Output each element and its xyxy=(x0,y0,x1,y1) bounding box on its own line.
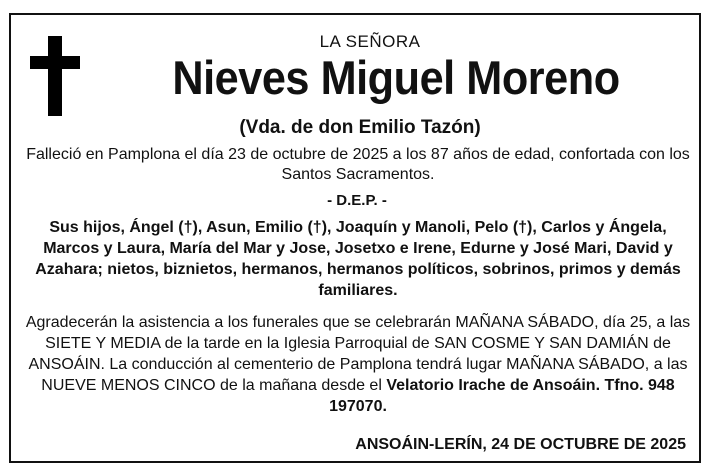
place-date: ANSOÁIN-LERÍN, 24 DE OCTUBRE DE 2025 xyxy=(355,436,686,453)
funeral-details xyxy=(22,312,694,417)
rip-label: - D.E.P. - xyxy=(327,192,387,209)
funeral-bold-text: Velatorio Irache de Ansoáin. Tfno. 948 197070. xyxy=(329,377,675,415)
death-announcement: Falleció en Pamplona el día 23 de octubre de 2025 a los 87 años de edad, confortada con los Santos Sacramentos. xyxy=(26,146,690,183)
funeral-text: Agradecerán la asistencia a los funerales que se celebrarán MAÑANA SÁBADO, día 25, a las SIETE Y MEDIA de la tarde en la Iglesia Parroquial de SAN COSME Y SAN DAMIÁN de ANSOÁIN. La conducción al cementerio de Pamplona tendrá lugar MAÑANA SÁBADO, a las NUEVE MENOS CINCO de la mañana desde el xyxy=(25,314,691,394)
deceased-name: Nieves Miguel Moreno xyxy=(172,51,620,104)
latin-cross-icon xyxy=(30,36,80,116)
widow-of-line: (Vda. de don Emilio Tazón) xyxy=(239,117,481,138)
family-list: Sus hijos, Ángel (†), Asun, Emilio (†), Joaquín y Manoli, Pelo (†), Carlos y Ángela, Marcos y Laura, María del Mar y Jose, Josetxo e Irene, Edurne y José Mari, David y Azahara; nietos, biznietos, hermanos, hermanos políticos, sobrinos, primos y demás familiares. xyxy=(35,219,681,299)
heading-label: LA SEÑORA xyxy=(319,32,421,51)
